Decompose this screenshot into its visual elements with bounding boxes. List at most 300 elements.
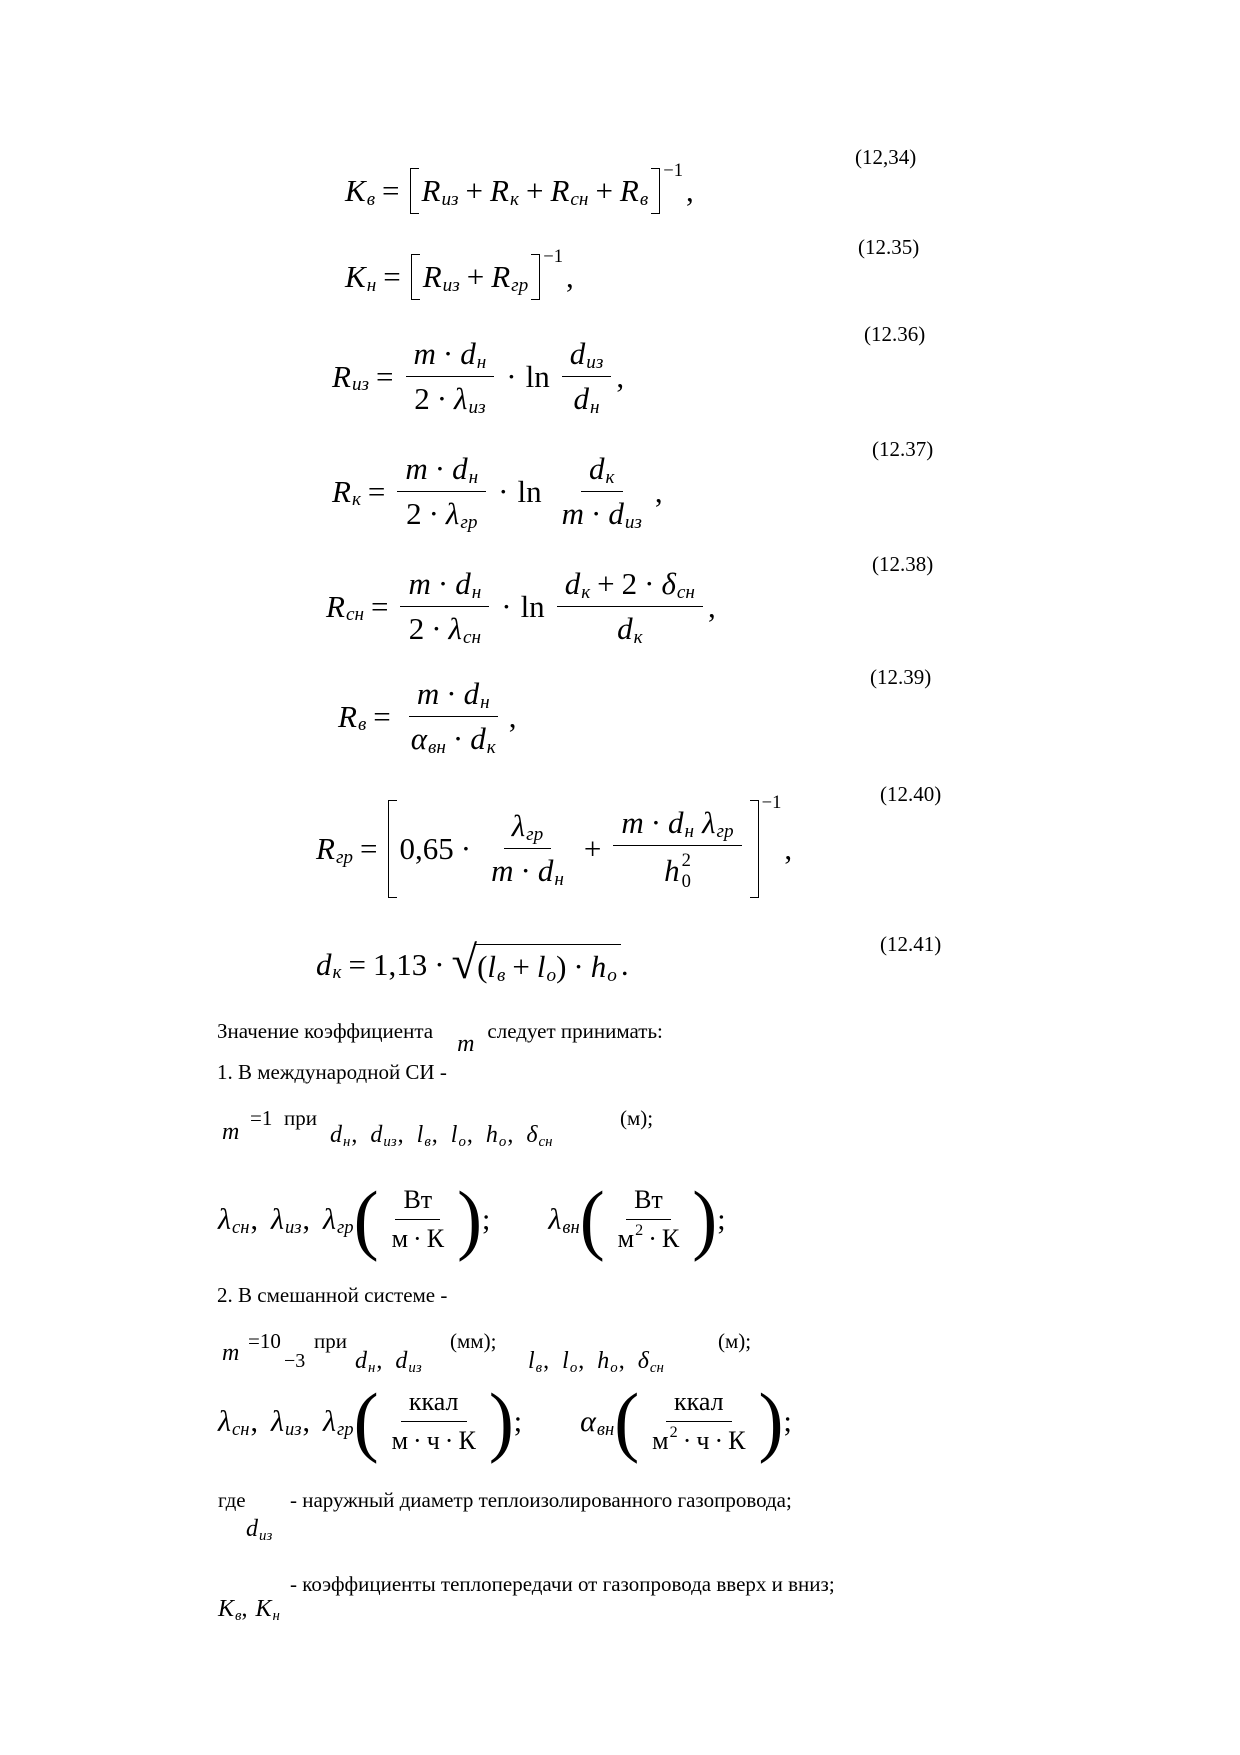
math-row — [417, 676, 490, 712]
where-definitions — [218, 1488, 1038, 1648]
math-bracket — [410, 160, 683, 214]
math-bracket — [388, 792, 782, 898]
math-var-sub — [246, 1516, 272, 1543]
left-paren: ( — [579, 1175, 605, 1263]
math-var: d — [355, 1348, 367, 1374]
unit-mm-label: (мм); — [450, 1329, 497, 1353]
where1-symbol — [246, 1516, 272, 1543]
math-subscript: к — [351, 489, 361, 511]
math-text: К — [458, 1426, 476, 1455]
math-var: d — [608, 496, 624, 531]
math-text: м — [652, 1426, 669, 1455]
math-row — [392, 1426, 476, 1456]
math-fraction — [644, 1387, 753, 1456]
math-subscript: гр — [460, 511, 478, 533]
math-bracket — [411, 246, 564, 300]
math-row — [400, 805, 747, 893]
math-text: , — [508, 698, 517, 734]
math-var-sub — [452, 451, 478, 487]
math-text: м — [391, 1426, 409, 1455]
m-symbol: m — [222, 1119, 240, 1145]
math-sup — [652, 1423, 678, 1456]
math-var: h — [590, 949, 607, 984]
math-var: λ — [445, 496, 460, 531]
equation-number-12-38: (12.38) — [872, 552, 934, 576]
math-subscript: гр — [526, 824, 544, 846]
math-numerator — [401, 1387, 467, 1422]
math-operator: · — [428, 496, 439, 531]
math-function: ln — [525, 358, 550, 394]
math-var: d — [463, 676, 480, 711]
equation-number-12-35: (12.35) — [858, 235, 920, 259]
math-subscript: сн — [232, 1418, 250, 1440]
math-denominator — [566, 377, 608, 417]
right-bracket — [750, 800, 759, 898]
math-operator: + — [583, 830, 602, 866]
math-var: α — [410, 721, 428, 756]
math-var: d — [316, 946, 332, 982]
math-subscript: из — [351, 374, 370, 396]
math-var-sub — [668, 805, 694, 841]
math-operator: · — [498, 473, 509, 509]
math-fraction — [400, 566, 489, 647]
math-denominator — [483, 849, 572, 889]
math-var: m — [408, 566, 431, 601]
math-text: , — [654, 473, 663, 509]
math-sup — [617, 1221, 644, 1254]
si-units-line — [218, 1175, 726, 1263]
equation-number-12-40: (12.40) — [880, 782, 942, 806]
math-fraction — [610, 1185, 688, 1254]
math-var-sub — [512, 808, 544, 844]
math-var: m — [491, 853, 514, 889]
math-subscript: гр — [716, 820, 734, 842]
math-var: R — [421, 173, 441, 208]
math-text: м — [617, 1224, 635, 1253]
formula-12-37 — [332, 451, 663, 532]
math-subscript: к — [581, 581, 591, 603]
math-var-sub — [455, 566, 481, 602]
math-var: l — [450, 1122, 458, 1148]
math-row — [355, 1348, 422, 1375]
math-var-sub — [608, 496, 642, 532]
math-operator: · — [648, 1224, 657, 1253]
math-function: ln — [520, 588, 545, 624]
math-denominator — [384, 1422, 484, 1456]
math-operator: · — [446, 676, 457, 711]
math-operator: · — [452, 721, 464, 756]
math-var-sub — [460, 336, 486, 372]
math-fraction — [554, 451, 650, 532]
math-subscript: гр — [337, 1216, 354, 1238]
math-var-sub — [562, 1348, 577, 1375]
math-operator: + — [512, 949, 530, 984]
math-var: d — [617, 611, 633, 646]
math-subscript: 0 — [681, 871, 691, 893]
math-subscript: сн — [462, 626, 482, 648]
math-row — [392, 1224, 444, 1254]
unit-m-label: (м); — [718, 1329, 752, 1353]
math-var-sub — [570, 336, 604, 372]
math-numerator — [395, 1185, 440, 1220]
math-row — [218, 1377, 792, 1465]
radical-sign: √ — [451, 938, 478, 990]
math-operator: + — [465, 173, 484, 208]
math-denominator — [610, 1220, 688, 1254]
math-paren-group — [614, 1377, 784, 1465]
math-text: 2 — [406, 496, 422, 531]
math-var: λ — [323, 1202, 337, 1236]
math-var: d — [246, 1516, 258, 1542]
math-row — [664, 850, 691, 893]
coefficient-mixed-line — [218, 1328, 838, 1388]
math-row — [617, 611, 642, 647]
math-subscript: н — [554, 869, 564, 891]
math-var-sub — [218, 1405, 249, 1439]
math-var-sub — [449, 611, 482, 647]
math-row — [411, 721, 496, 757]
math-row — [316, 938, 629, 990]
math-operator: = — [383, 259, 401, 294]
math-subscript: н — [480, 691, 490, 713]
math-operator: · — [506, 358, 517, 394]
math-operator: · — [413, 1426, 422, 1455]
math-var: l — [536, 949, 546, 984]
math-var-sub — [271, 1203, 302, 1237]
coefficient-si-line — [218, 1105, 818, 1165]
math-numerator — [562, 336, 612, 377]
math-subscript: из — [284, 1216, 302, 1238]
math-row — [332, 336, 624, 417]
equation-number-12-34: (12,34) — [855, 145, 917, 169]
math-comma: , — [302, 1202, 311, 1236]
math-var-sub — [526, 1122, 552, 1149]
math-operator: · — [591, 496, 602, 531]
math-var-sub — [323, 1203, 354, 1237]
math-operator: · — [436, 381, 448, 416]
equation-number-12-39: (12.39) — [870, 665, 932, 689]
math-var: h — [664, 853, 680, 889]
math-subscript: о — [610, 1359, 618, 1376]
math-fraction — [384, 1387, 484, 1456]
equation-number-12-37: (12.37) — [872, 437, 934, 461]
math-operator: · — [442, 336, 454, 371]
math-text: , — [784, 830, 793, 866]
formula-12-38 — [326, 566, 716, 647]
math-denominator — [609, 607, 650, 647]
math-row — [414, 336, 487, 372]
math-var: λ — [218, 1404, 231, 1438]
math-var: R — [550, 173, 570, 208]
math-text: , — [616, 358, 625, 394]
math-text: , — [566, 259, 574, 294]
math-operator: = — [382, 173, 400, 208]
math-operator: + — [525, 173, 544, 208]
math-var: R — [491, 259, 511, 294]
intro-text-a: Значение коэффициента — [217, 1019, 434, 1043]
math-fraction — [613, 805, 741, 893]
math-comma: , — [543, 1348, 550, 1374]
math-text: ) — [556, 949, 567, 984]
math-var-sub — [330, 1122, 350, 1149]
math-row — [565, 566, 695, 602]
math-text: 2 — [621, 566, 638, 601]
math-subscript: из — [441, 188, 459, 210]
math-var-sub — [323, 1405, 354, 1439]
math-row — [621, 805, 733, 841]
math-var: λ — [448, 611, 462, 646]
math-numerator — [397, 451, 486, 492]
math-var-sub — [548, 1203, 579, 1237]
math-var-sub — [464, 676, 490, 712]
math-row — [345, 246, 574, 300]
math-text: , — [241, 1596, 248, 1622]
math-subscript: о — [546, 964, 557, 986]
right-paren: ) — [457, 1175, 483, 1263]
math-subscript: н — [476, 351, 487, 373]
list-item-2: 2. В смешанной системе - — [217, 1283, 448, 1307]
math-row — [406, 496, 477, 532]
math-operator: · — [437, 566, 449, 601]
math-operator: · — [520, 853, 531, 889]
left-bracket — [411, 254, 420, 300]
math-subscript: сн — [570, 188, 589, 210]
math-var: δ — [661, 566, 676, 601]
math-comma: , — [376, 1348, 383, 1374]
math-var: l — [562, 1348, 569, 1374]
math-var: m — [405, 451, 428, 486]
math-text: , — [686, 173, 694, 208]
math-radicand — [474, 944, 621, 985]
math-text: ; — [717, 1202, 726, 1236]
math-var-sub — [370, 1122, 396, 1149]
math-var-sub — [338, 699, 366, 735]
math-row — [246, 1516, 272, 1543]
math-subscript: из — [468, 396, 486, 418]
math-var: K — [255, 1596, 272, 1622]
pri-label: при — [314, 1329, 347, 1353]
math-text: ; — [513, 1404, 523, 1438]
math-text: м — [391, 1224, 409, 1253]
math-var: d — [668, 805, 684, 840]
math-comma: , — [578, 1348, 585, 1374]
formula-12-40 — [316, 792, 793, 898]
math-subscript: в — [235, 1607, 242, 1624]
math-text: 2 — [414, 381, 430, 416]
mixed-l-symbols — [528, 1348, 664, 1375]
math-var-sub — [345, 259, 376, 295]
math-var: λ — [454, 381, 468, 416]
math-comma: , — [250, 1202, 258, 1236]
math-var: l — [416, 1122, 424, 1148]
where2-symbol — [218, 1596, 280, 1623]
math-var: λ — [218, 1202, 231, 1236]
math-var: h — [485, 1122, 498, 1148]
math-subscript: гр — [511, 274, 529, 296]
math-var: l — [528, 1348, 535, 1374]
mixed-d-symbols — [355, 1348, 422, 1375]
math-paren-group — [353, 1175, 483, 1263]
math-subscript: из — [284, 1418, 302, 1440]
math-subscript: н — [590, 396, 600, 418]
math-operator: · — [444, 1426, 454, 1455]
math-var-sub — [589, 451, 614, 487]
math-sub-sup — [664, 850, 691, 893]
coefficient-m-symbol: m — [457, 1031, 475, 1057]
math-subscript: н — [471, 581, 482, 603]
math-subscript: к — [486, 736, 496, 758]
math-row — [332, 451, 663, 532]
math-row — [330, 1122, 552, 1149]
math-var: K — [345, 173, 366, 208]
math-var-sub — [422, 173, 459, 209]
math-var: d — [470, 721, 486, 756]
math-numerator — [557, 566, 703, 607]
intro-paragraph — [217, 1018, 663, 1057]
math-row — [634, 1185, 663, 1215]
math-var: m — [561, 496, 584, 531]
m-symbol: m — [222, 1340, 240, 1366]
math-bracket-content — [420, 254, 532, 300]
math-operator: = — [376, 358, 394, 394]
math-var-sub — [528, 1348, 542, 1375]
math-var-sub — [423, 259, 460, 295]
math-var: R — [332, 473, 351, 509]
math-var: l — [487, 949, 497, 984]
math-var: K — [345, 259, 366, 294]
math-var-sub — [451, 1122, 466, 1149]
right-paren: ) — [488, 1377, 514, 1465]
formula-12-39 — [338, 676, 516, 757]
math-var: δ — [526, 1122, 538, 1148]
math-row — [345, 160, 694, 214]
math-var-sub — [470, 721, 495, 757]
math-scripts — [682, 850, 691, 893]
math-row — [423, 259, 529, 295]
math-fraction — [483, 808, 572, 889]
math-text: ккал — [408, 1387, 459, 1416]
left-bracket — [410, 168, 419, 214]
mixed-units-line — [218, 1377, 792, 1465]
math-text: К — [426, 1224, 445, 1253]
math-subscript: в — [497, 964, 506, 986]
math-denominator — [398, 492, 485, 532]
math-var-sub — [255, 1596, 279, 1623]
math-subscript: из — [408, 1359, 422, 1376]
math-var: m — [413, 336, 436, 371]
where1-text: - наружный диаметр теплоизолированного газопровода; — [290, 1488, 792, 1512]
math-operator: · — [501, 588, 512, 624]
math-var: λ — [270, 1404, 284, 1438]
math-var: λ — [270, 1202, 284, 1236]
math-operator: = — [360, 830, 378, 866]
math-var: R — [326, 588, 345, 624]
math-sqrt — [451, 938, 621, 990]
math-var: h — [597, 1348, 610, 1374]
math-var-sub — [550, 173, 588, 209]
left-paren: ( — [614, 1377, 640, 1465]
math-var: d — [564, 566, 581, 601]
math-row — [570, 336, 604, 372]
math-subscript: к — [605, 466, 615, 488]
math-subscript: в — [357, 714, 367, 736]
right-bracket — [531, 254, 540, 300]
math-paren-group — [579, 1175, 718, 1263]
math-fraction — [384, 1185, 452, 1254]
math-row — [528, 1348, 664, 1375]
math-operator: · — [413, 1224, 422, 1253]
math-var: d — [395, 1348, 408, 1374]
math-var-sub — [702, 805, 734, 841]
equation-number-12-36: (12.36) — [864, 322, 926, 346]
math-var-sub — [411, 721, 446, 757]
math-numerator — [409, 676, 498, 717]
math-operator: · — [650, 805, 662, 840]
math-var-sub — [620, 173, 648, 209]
math-var-sub — [395, 1348, 421, 1375]
math-text: . — [620, 946, 629, 982]
math-subscript: н — [468, 466, 479, 488]
math-text: ; — [783, 1404, 792, 1438]
math-row — [491, 853, 564, 889]
left-paren: ( — [353, 1377, 379, 1465]
math-text: Вт — [403, 1185, 433, 1214]
math-text: 1,13 — [372, 946, 428, 982]
math-subscript: из — [586, 351, 604, 373]
math-numerator — [406, 336, 495, 377]
math-row — [422, 173, 649, 209]
math-var: R — [332, 358, 351, 394]
math-var-sub — [332, 359, 369, 395]
math-superscript: 2 — [635, 1221, 644, 1239]
math-denominator — [401, 607, 489, 647]
math-var-sub — [454, 381, 486, 417]
math-subscript: о — [458, 1133, 466, 1150]
math-var-sub — [538, 853, 564, 889]
math-text: Вт — [634, 1185, 663, 1214]
formula-12-35 — [345, 246, 574, 300]
math-var-sub — [345, 173, 375, 209]
intro-text-b: следует принимать: — [487, 1019, 663, 1043]
math-numerator — [613, 805, 741, 846]
math-var: d — [452, 451, 468, 486]
math-fraction — [557, 566, 703, 647]
math-var: m — [621, 805, 644, 840]
math-subscript: гр — [337, 1418, 354, 1440]
math-row — [652, 1423, 746, 1456]
where2-text: - коэффициенты теплопередачи от газопровода вверх и вниз; — [290, 1572, 835, 1596]
m-value: =1 — [250, 1106, 273, 1130]
math-var-sub — [638, 1348, 664, 1375]
math-row — [674, 1387, 724, 1417]
math-var-sub — [580, 1405, 614, 1439]
math-row — [403, 1185, 432, 1215]
math-var: α — [580, 1404, 596, 1438]
math-comma: , — [250, 1404, 258, 1438]
math-var: d — [537, 853, 554, 889]
math-text: ( — [477, 949, 488, 984]
math-var: R — [619, 173, 639, 208]
math-operator: · — [573, 949, 584, 984]
math-var-sub — [332, 474, 361, 510]
math-subscript: к — [633, 626, 643, 648]
m-exponent: −3 — [284, 1350, 306, 1372]
math-row — [477, 949, 617, 985]
math-var: d — [330, 1122, 342, 1148]
math-row — [218, 1596, 280, 1623]
math-power: −1 — [663, 160, 683, 181]
math-var: λ — [323, 1404, 337, 1438]
